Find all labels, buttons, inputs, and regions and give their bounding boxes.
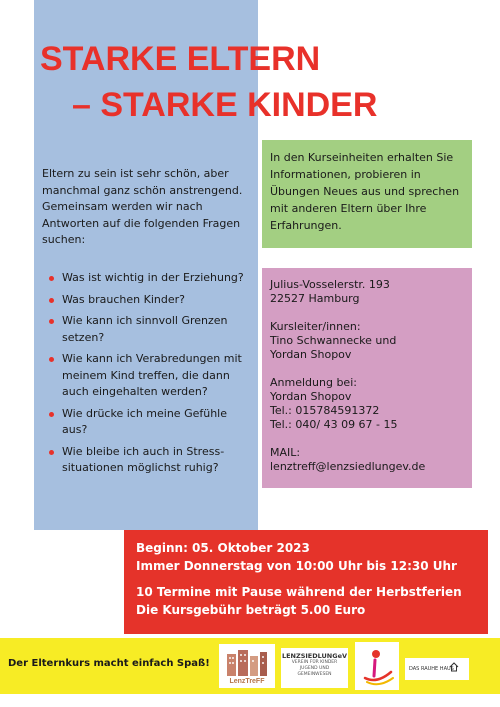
lenztreff-logo — [219, 644, 275, 688]
registration-label: Anmeldung bei: — [270, 376, 357, 389]
buildings-logo-icon — [225, 648, 269, 676]
course-info-text: In den Kurseinheiten erhalten Sie Informationen, probieren in Übungen Neues aus und sprechen mit anderen Eltern über Ihre Erfahrungen. — [270, 151, 460, 232]
leader-2: Yordan Shopov — [270, 348, 352, 361]
weekly-time: Immer Donnerstag von 10:00 Uhr bis 12:30 Uhr — [136, 559, 457, 573]
question-list — [46, 270, 251, 482]
list-item: Wie kann ich Verabredungen mit meinem Kind treffen, die dann auch eingehalten werden? — [46, 351, 251, 401]
intro-text: Eltern zu sein ist sehr schön, aber manchmal ganz schön anstrengend. Gemeinsam werden wir nach Antworten auf die folgenden Fragen suchen: — [42, 167, 243, 246]
title-line-2: – STARKE KINDER — [72, 86, 378, 124]
address-city: 22527 Hamburg — [270, 292, 360, 305]
leaders-label: Kursleiter/innen: — [270, 320, 361, 333]
figure-logo — [355, 642, 399, 690]
list-item: Wie kann ich sinnvoll Grenzen setzen? — [46, 313, 251, 346]
list-item: Wie drücke ich meine Gefühle aus? — [46, 406, 251, 439]
schedule-dates — [136, 539, 476, 575]
lenztreff-logo-text: LenzTreFF — [229, 678, 265, 685]
list-item: Was ist wichtig in der Erziehung? — [46, 270, 251, 287]
mail-address: lenztreff@lenzsiedlungev.de — [270, 460, 426, 473]
schedule-details — [136, 583, 476, 619]
lenzsiedlung-logo-sub-2: JUGEND UND — [299, 666, 330, 671]
footer-bar — [0, 638, 500, 694]
lenzsiedlung-logo-sub-1: VEREIN FÜR KINDER — [291, 660, 338, 665]
lenzsiedlung-logo-sub-3: GEMEINWESEN — [297, 672, 332, 677]
list-item: Wie bleibe ich auch in Stress-situationen möglichst ruhig? — [46, 444, 251, 477]
lenzsiedlung-logo-name: LENZSIEDLUNGeV — [281, 652, 348, 660]
address — [270, 278, 464, 306]
phone-1: Tel.: 015784591372 — [270, 404, 380, 417]
mail-block — [270, 446, 464, 474]
title-line-1: STARKE ELTERN — [40, 40, 321, 78]
leader-1: Tino Schwannecke und — [270, 334, 397, 347]
page-title — [40, 36, 377, 128]
contact-box — [262, 268, 472, 488]
schedule-box — [124, 530, 488, 634]
figure-logo-icon — [355, 642, 399, 690]
course-info-box — [262, 140, 472, 248]
address-street: Julius-Vosselerstr. 193 — [270, 278, 390, 291]
mail-label: MAIL: — [270, 446, 301, 459]
lenzsiedlung-logo — [281, 648, 348, 688]
phone-2: Tel.: 040/ 43 09 67 - 15 — [270, 418, 398, 431]
course-leaders — [270, 320, 464, 362]
footer-slogan: Der Elternkurs macht einfach Spaß! — [8, 658, 210, 669]
house-logo-icon — [449, 662, 459, 672]
list-item: Was brauchen Kinder? — [46, 292, 251, 309]
start-date: Beginn: 05. Oktober 2023 — [136, 541, 310, 555]
registration-name: Yordan Shopov — [270, 390, 352, 403]
rauhes-haus-logo-text: DAS RAUHE HAUS — [409, 666, 454, 672]
session-count: 10 Termine mit Pause während der Herbstferien — [136, 585, 462, 599]
registration — [270, 376, 464, 432]
rauhes-haus-logo — [405, 658, 469, 680]
course-fee: Die Kursgebühr beträgt 5.00 Euro — [136, 603, 366, 617]
